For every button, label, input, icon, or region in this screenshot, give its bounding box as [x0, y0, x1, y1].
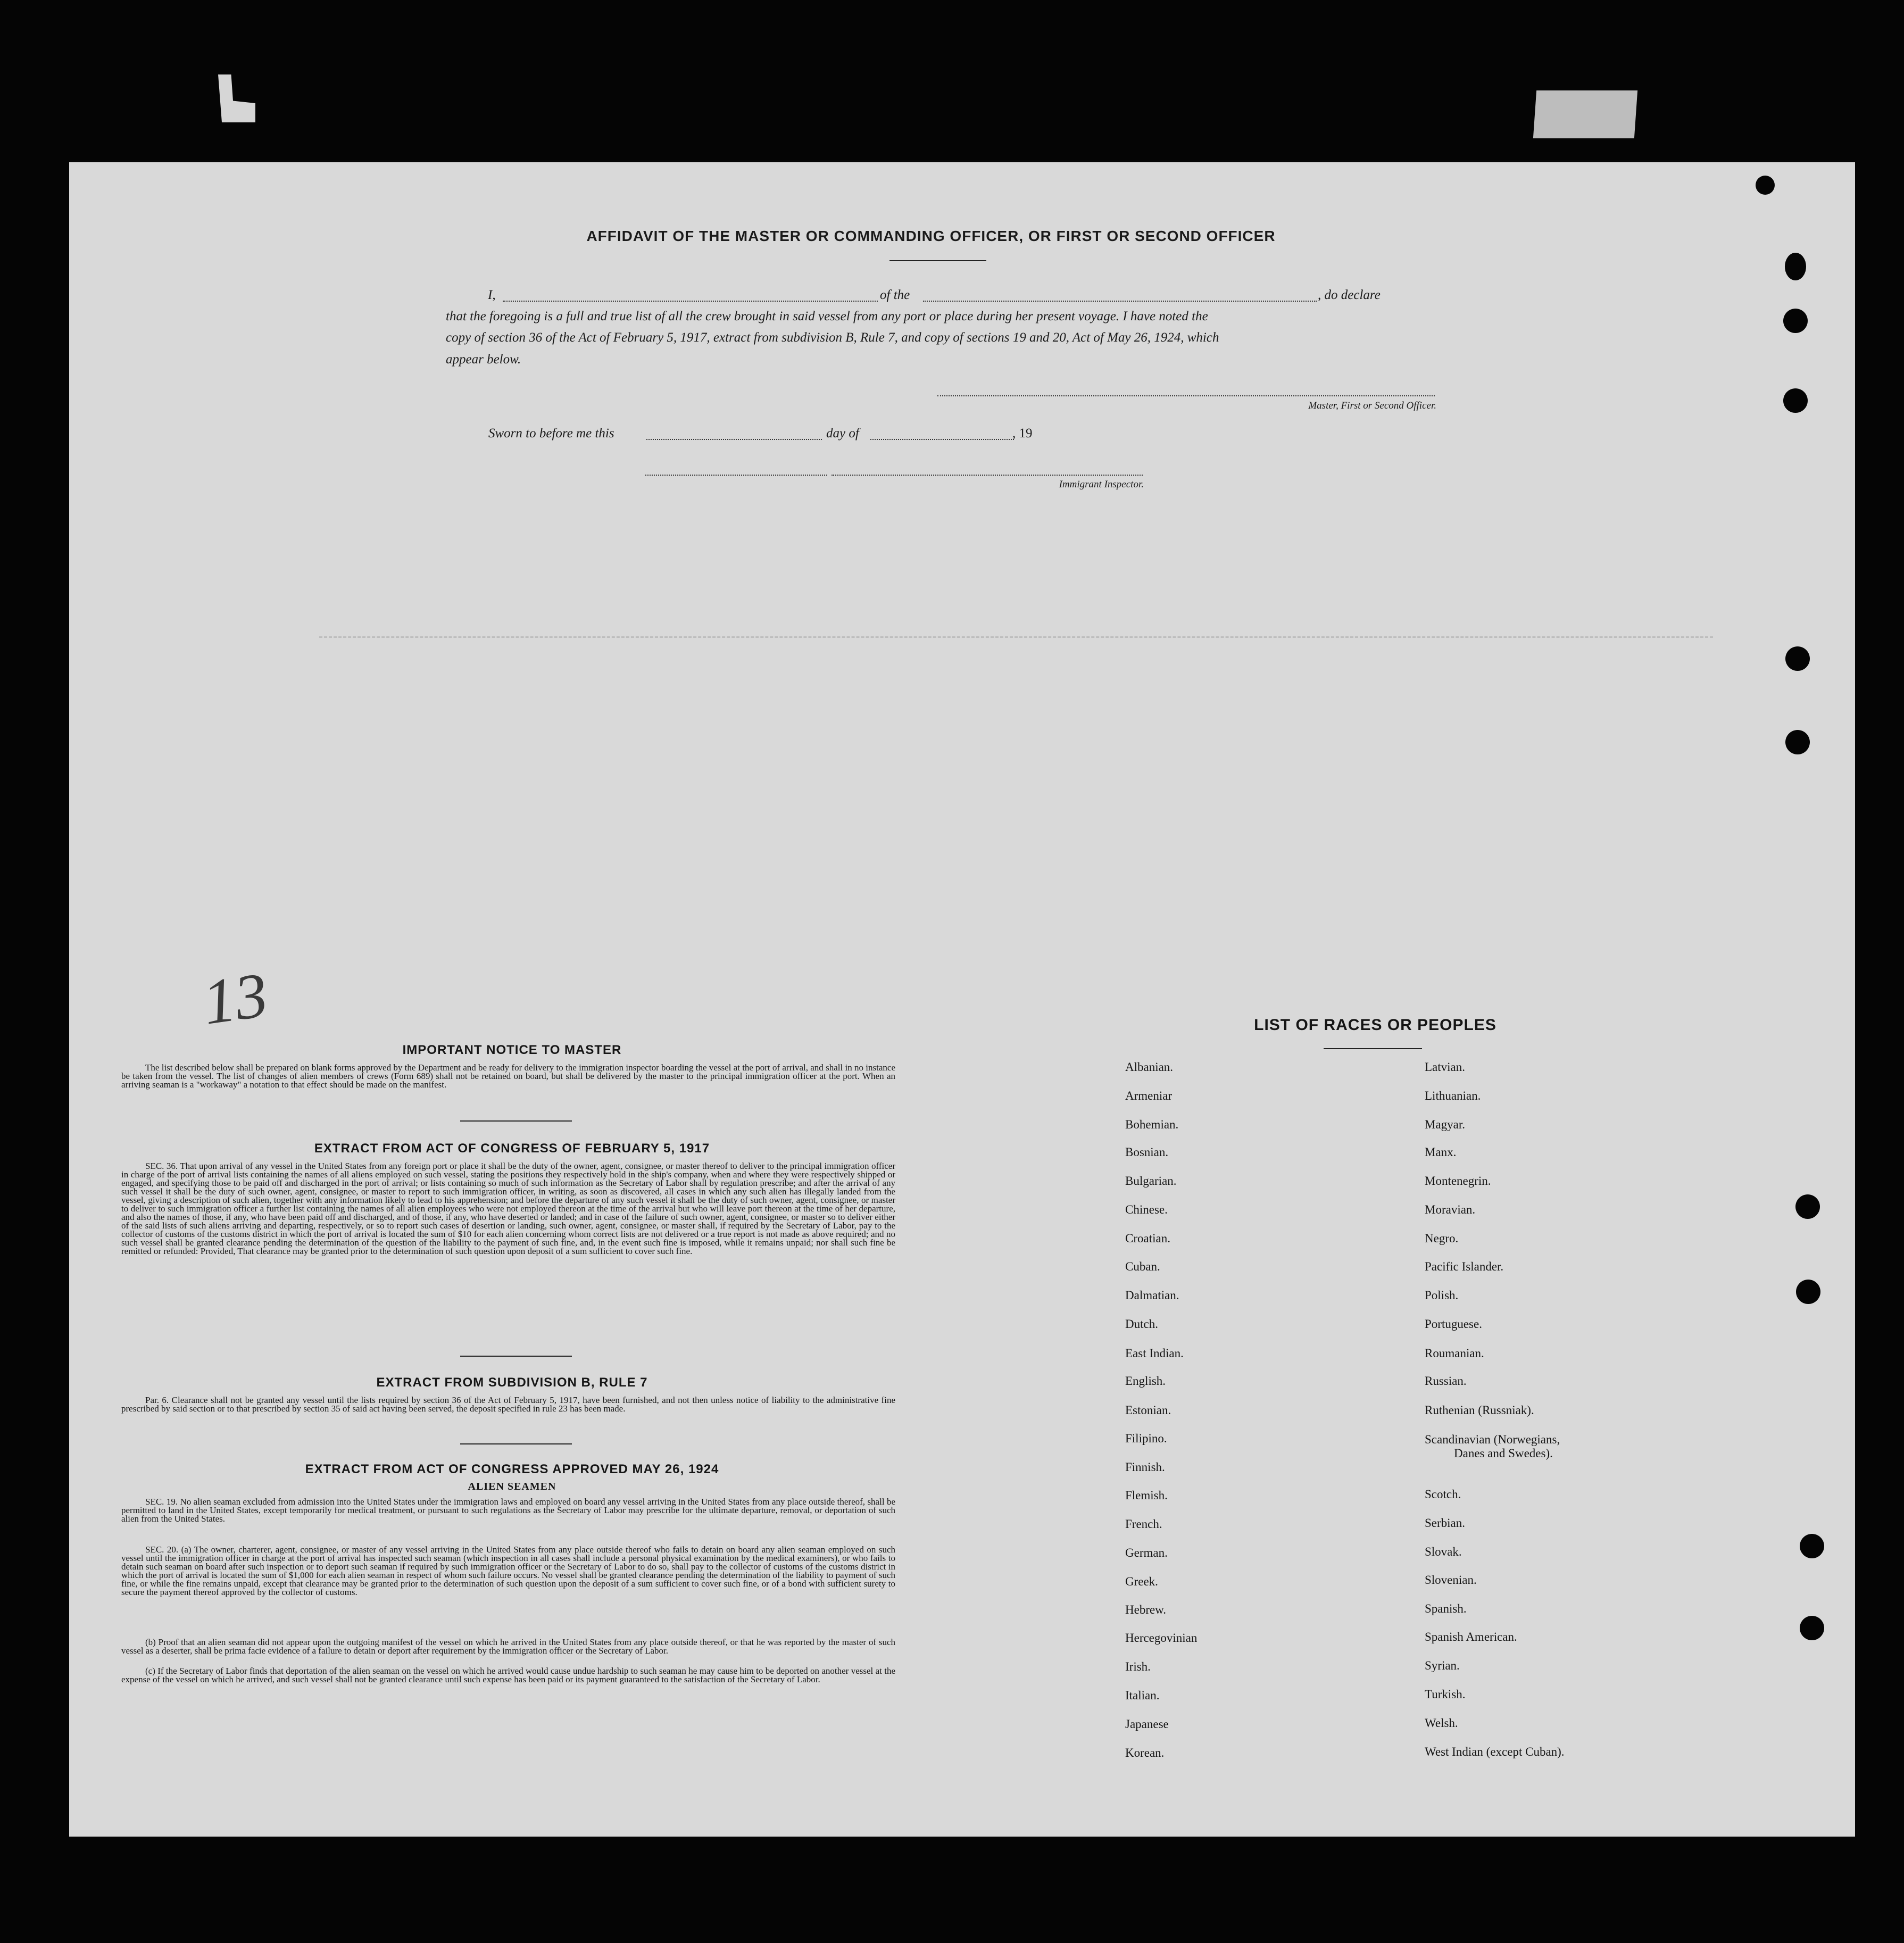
race-item: French. [1125, 1517, 1162, 1531]
notice-title: IMPORTANT NOTICE TO MASTER [402, 1043, 622, 1057]
sworn-year: , 19 [1012, 426, 1033, 441]
declaration-do-declare: , do declare [1318, 288, 1381, 302]
declaration-line-2: that the foregoing is a full and true list of all the crew brought in said vessel from any port or place during her present voyage. I have noted the [446, 309, 1208, 323]
race-item: Scotch. [1425, 1488, 1461, 1501]
race-item: Portuguese. [1425, 1317, 1482, 1331]
ghost-rule [319, 636, 1713, 638]
master-name-field[interactable] [503, 301, 878, 302]
punch-hole [1785, 253, 1806, 280]
punch-hole [1785, 730, 1810, 754]
handwritten-number: 13 [198, 959, 272, 1038]
punch-hole [1783, 388, 1808, 413]
race-item: Syrian. [1425, 1659, 1460, 1672]
race-item: Montenegrin. [1425, 1174, 1491, 1188]
race-item: Cuban. [1125, 1260, 1160, 1273]
inspector-signature-field-left[interactable] [645, 475, 827, 476]
race-item: Turkish. [1425, 1688, 1466, 1701]
extract-1924-title: EXTRACT FROM ACT OF CONGRESS APPROVED MAY 26, 1924 [305, 1462, 719, 1476]
race-item: Finnish. [1125, 1460, 1165, 1474]
punch-hole [1783, 309, 1808, 333]
declaration-of-the: of the [880, 288, 910, 302]
race-item: Albanian. [1125, 1060, 1174, 1074]
race-item: Roumanian. [1425, 1347, 1484, 1360]
rule-7-divider [460, 1443, 572, 1444]
sworn-day-field[interactable] [646, 439, 822, 440]
race-item: Dutch. [1125, 1317, 1158, 1331]
race-item: Moravian. [1425, 1203, 1476, 1216]
race-item: Latvian. [1425, 1060, 1465, 1074]
race-item: Irish. [1125, 1660, 1151, 1673]
extract-1917-title: EXTRACT FROM ACT OF CONGRESS OF FEBRUARY 5, 1917 [314, 1141, 710, 1156]
race-item: Chinese. [1125, 1203, 1168, 1216]
race-item: Serbian. [1425, 1516, 1466, 1530]
race-item: Bulgarian. [1125, 1174, 1177, 1188]
races-divider [1324, 1048, 1422, 1049]
race-item: East Indian. [1125, 1347, 1184, 1360]
race-item: German. [1125, 1546, 1168, 1559]
race-item: Polish. [1425, 1289, 1459, 1302]
declaration-line-4: appear below. [446, 352, 521, 367]
race-item: Pacific Islander. [1425, 1260, 1504, 1273]
race-item-continued: Danes and Swedes). [1454, 1447, 1553, 1460]
race-item: Armeniar [1125, 1089, 1173, 1102]
sworn-text: Sworn to before me this [488, 426, 614, 441]
race-item: Bohemian. [1125, 1118, 1179, 1131]
vessel-name-field[interactable] [923, 301, 1317, 302]
race-item: Slovenian. [1425, 1573, 1477, 1587]
race-item: Filipino. [1125, 1432, 1167, 1445]
race-item: Slovak. [1425, 1545, 1462, 1558]
rule-7-title: EXTRACT FROM SUBDIVISION B, RULE 7 [376, 1375, 648, 1390]
race-item: Hebrew. [1125, 1603, 1167, 1616]
races-title: LIST OF RACES OR PEOPLES [1254, 1016, 1496, 1034]
extract-1917-divider [460, 1356, 572, 1357]
race-item: Dalmatian. [1125, 1289, 1179, 1302]
declaration-i: I, [488, 288, 496, 302]
inspector-signature-field-right[interactable] [832, 475, 1143, 476]
affidavit-title: AFFIDAVIT OF THE MASTER OR COMMANDING OFFICER, OR FIRST OR SECOND OFFICER [586, 228, 1276, 244]
scan-artifact-patch [1533, 90, 1637, 138]
extract-1924-sec19: SEC. 19. No alien seaman excluded from admission into the United States under the immigration laws and employed on board any vessel arriving in the United States from any place outside thereof, shall be permitted to land in the United States, except temporarily for medical treatment, or pursuant to such regulations as the Secretary of Labor may prescribe for the ultimate departure, removal, or deportation of such alien from the United States. [121, 1497, 895, 1524]
inspector-label: Immigrant Inspector. [1059, 479, 1144, 490]
race-item: West Indian (except Cuban). [1425, 1745, 1565, 1758]
rule-7-body: Par. 6. Clearance shall not be granted any vessel until the lists required by section 36 of the Act of February 5, 1917, have been furnished, and not then unless notice of liability to the administrative fine prescribed by said section or to that prescribed by section 35 of said act having been served, the deposit specified in rule 23 has been made. [121, 1395, 895, 1414]
race-item: Greek. [1125, 1575, 1158, 1588]
punch-hole [1796, 1280, 1820, 1304]
extract-1924-sec20c: (c) If the Secretary of Labor finds that deportation of the alien seaman on the vessel on which he arrived would cause undue hardship to such seaman he may cause him to be deported on another vessel at the expense of the vessel on which he arrived, and such vessel shall not be granted clearance until such expense has been paid or its payment guaranteed to the satisfaction of the Secretary of Labor. [121, 1666, 895, 1684]
race-item: Hercegovinian [1125, 1631, 1198, 1645]
race-item: Croatian. [1125, 1232, 1170, 1245]
race-item: Magyar. [1425, 1118, 1466, 1131]
punch-hole [1756, 176, 1775, 195]
extract-1917-body: SEC. 36. That upon arrival of any vessel in the United States from any foreign port or place it shall be the duty of the owner, agent, consignee, or master thereof to deliver to the principal immigration officer in charge of the port of arrival lists containing the names of all aliens employed on such vessel, stating the positions they respectively hold in the ship's company, when and where they were respectively shipped or engaged, and specifying those to be paid off and discharged in the port of arrival; or lists containing so much of such information as the Secretary of Labor shall by regulation prescribe; and after the arrival of any such vessel it shall be the duty of such owner, agent, consignee, or master to report to such immigration officer, in writing, as soon as discovered, all cases in which any such alien has illegally landed from the vessel, giving a description of such alien, together with any information likely to lead to his apprehension; and before the departure of any such vessel it shall be the duty of such owner, agent, consignee, or master to deliver to such immigration officer a further list containing the names of all alien employees who were not employed thereon at the time of the arrival but who will leave port thereon at the time of her departure, and also the names of those, if any, who have been paid off and discharged, and of those, if any, who have deserted or landed; and in case of the failure of such owner, agent, consignee, or master so to deliver either of the said lists of such aliens arriving and departing, respectively, or so to report such cases of desertion or landing, such owner, agent, consignee, or master shall, if required by the Secretary of Labor, pay to the collector of customs of the customs district in which the port of arrival is located the sum of $10 for each alien concerning whom correct lists are not delivered or a true report is not made as above required; and no such vessel shall be granted clearance pending the determination of the question of the liability to the payment of such fine, and, in the event such fine is imposed, while it remains unpaid; nor shall such fine be remitted or refunded: Provided, That clearance may be granted prior to the determination of such question upon deposit of a sum sufficient to cover such fine. [121, 1161, 895, 1256]
race-item: English. [1125, 1374, 1166, 1388]
extract-1924-sec20b: (b) Proof that an alien seaman did not appear upon the outgoing manifest of the vessel on which he arrived in the United States from any place outside thereof, or that he was reported by the master of such vessel as a deserter, shall be prima facie evidence of a failure to detain or deport after requirement by the immigration officer or the Secretary of Labor. [121, 1637, 895, 1656]
declaration-line-1 [488, 285, 1436, 306]
punch-hole [1785, 646, 1810, 671]
race-item: Negro. [1425, 1232, 1459, 1245]
race-item: Flemish. [1125, 1489, 1168, 1502]
declaration-line-3: copy of section 36 of the Act of February 5, 1917, extract from subdivision B, Rule 7, and copy of sections 19 and 20, Act of May 26, 1924, which [446, 330, 1219, 345]
race-item: Ruthenian (Russniak). [1425, 1404, 1534, 1417]
notice-divider [460, 1120, 572, 1122]
master-signature-label: Master, First or Second Officer. [1308, 400, 1436, 411]
race-item: Japanese [1125, 1717, 1169, 1731]
race-item: Spanish American. [1425, 1630, 1517, 1643]
sworn-month-field[interactable] [870, 439, 1014, 440]
master-signature-field[interactable] [937, 395, 1435, 396]
punch-hole [1795, 1194, 1820, 1219]
punch-hole [1800, 1534, 1824, 1558]
title-divider [889, 260, 986, 261]
race-item: Bosnian. [1125, 1145, 1169, 1159]
race-item: Welsh. [1425, 1716, 1458, 1730]
race-item: Scandinavian (Norwegians, [1425, 1433, 1560, 1446]
sworn-day-of: day of [826, 426, 859, 441]
punch-hole [1800, 1616, 1824, 1640]
notice-body: The list described below shall be prepared on blank forms approved by the Department and be ready for delivery to the immigration inspector boarding the vessel at the port of arrival, and shall in no instance be taken from the vessel. The list of changes of alien members of crews (Form 689) shall not be retained on board, but shall be delivered by the master to the principal immigration officer at the port. When an arriving seaman is a "workaway" a notation to that effect should be made on the manifest. [121, 1062, 895, 1090]
race-item: Estonian. [1125, 1404, 1171, 1417]
race-item: Korean. [1125, 1746, 1165, 1759]
race-item: Spanish. [1425, 1602, 1467, 1615]
race-item: Russian. [1425, 1374, 1467, 1388]
extract-1924-sec20a: SEC. 20. (a) The owner, charterer, agent, consignee, or master of any vessel arriving in the United States from any place outside thereof who fails to detain on board any alien seaman employed on such vessel until the immigration officer in charge at the port of arrival has inspected such seaman (which inspection in all cases shall include a personal physical examination by the medical examiners), or who fails to detain such seaman on board after such inspection or to deport such seaman if required by such immigration officer or the Secretary of Labor to do so, shall pay to the collector of customs of the customs district in which the port of arrival is located the sum of $1,000 for each alien seaman in respect of whom such failure occurs. No vessel shall be granted clearance pending the determination of the liability to payment of such fine, or while the fine remains unpaid, except that clearance may be granted prior to the determination of such question upon the deposit of a sum sufficient to cover such fine, or of a bond with sufficient surety to secure the payment thereof approved by the collector of customs. [121, 1545, 895, 1597]
scan-artifact-mark [218, 74, 255, 122]
race-item: Italian. [1125, 1689, 1160, 1702]
sworn-line [488, 423, 1180, 444]
race-item: Lithuanian. [1425, 1089, 1481, 1102]
extract-1924-subtitle: ALIEN SEAMEN [468, 1481, 556, 1492]
race-item: Manx. [1425, 1145, 1457, 1159]
